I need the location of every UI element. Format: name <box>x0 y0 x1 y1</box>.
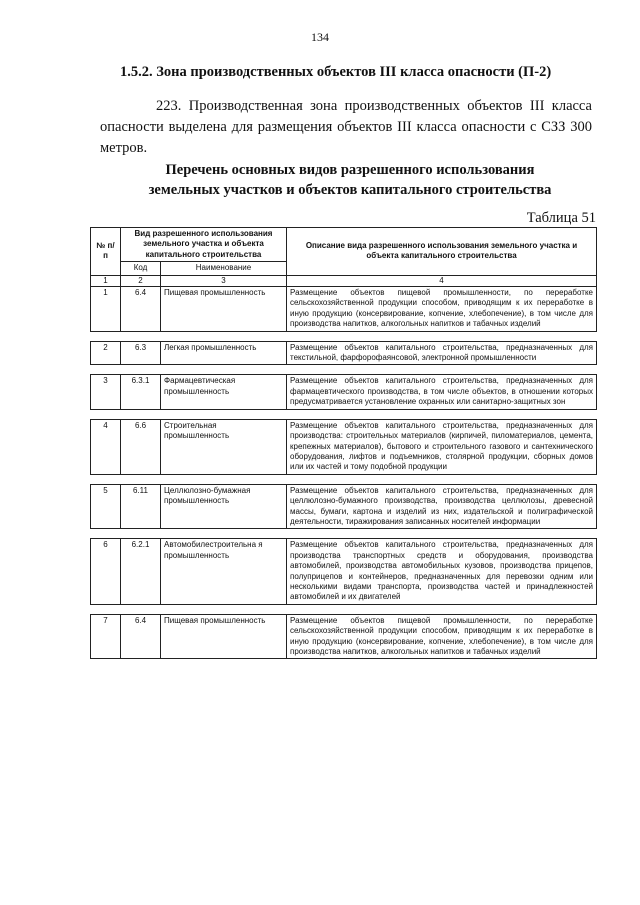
row-description: Размещение объектов пищевой промышленности, по переработке сельскохозяйственной продукции способом, приводящим к их переработке в иную продукцию (консервирование, копчение, хлебопечение), в том числе для производства напитков, алкогольных напитков и табачных изделий <box>287 614 597 659</box>
row-spacer-cell <box>91 529 597 539</box>
index-cell: 1 <box>91 275 121 286</box>
land-use-table <box>90 227 597 659</box>
page-number: 134 <box>311 30 329 44</box>
row-num: 7 <box>91 614 121 659</box>
table-row <box>91 341 597 365</box>
table-caption: Таблица 51 <box>526 210 596 226</box>
row-description: Размещение объектов капитального строительства, предназначенных для производства транспортных средств и оборудования, производства автомобилей, производства автомобильных кузовов, производства прицепов, полуприцепов и контейнеров, предназначенных для перевозки одним или несколькими видами транспорта, производства частей и принадлежностей автомобилей и их двигателей <box>287 539 597 604</box>
list-title <box>100 160 600 200</box>
row-code: 6.2.1 <box>121 539 161 604</box>
list-title-line2: земельных участков и объектов капитального строительства <box>148 182 552 198</box>
index-cell: 2 <box>121 275 161 286</box>
row-num: 5 <box>91 484 121 529</box>
row-name: Автомобилестроительна я промышленность <box>161 539 287 604</box>
row-code: 6.3 <box>121 341 161 365</box>
row-code: 6.4 <box>121 614 161 659</box>
row-num: 3 <box>91 375 121 409</box>
row-spacer <box>91 474 597 484</box>
header-num: № п/п <box>91 228 121 276</box>
row-spacer <box>91 529 597 539</box>
row-spacer-cell <box>91 604 597 614</box>
row-spacer-cell <box>91 331 597 341</box>
row-description: Размещение объектов капитального строительства, предназначенных для производства: строительных материалов (кирпичей, пиломатериалов, цемента, крепежных материалов), бытового и строительного газового и сантехнического оборудования, лифтов и подъемников, столярной продукции, сборных домов или их частей и тому подобной продукции <box>287 419 597 474</box>
row-description: Размещение объектов пищевой промышленности, по переработке сельскохозяйственной продукции способом, приводящим к их переработке в иную продукцию (консервирование, копчение, хлебопечение), в том числе для производства напитков, алкогольных напитков и табачных изделий <box>287 287 597 332</box>
table-row <box>91 419 597 474</box>
row-spacer <box>91 331 597 341</box>
row-spacer <box>91 604 597 614</box>
header-description: Описание вида разрешенного использования земельного участка и объекта капитального строительства <box>287 228 597 276</box>
header-code: Код <box>121 262 161 275</box>
row-name: Строительная промышленность <box>161 419 287 474</box>
row-description: Размещение объектов капитального строительства, предназначенных для целлюлозно-бумажного производства, производства целлюлозы, древесной массы, бумаги, картона и изделий из них, издательской и полиграфической деятельности, тиражирования записанных носителей информации <box>287 484 597 529</box>
row-spacer <box>91 365 597 375</box>
row-name: Целлюлозно-бумажная промышленность <box>161 484 287 529</box>
table-row <box>91 484 597 529</box>
header-kind-group: Вид разрешенного использования земельного участка и объекта капитального строительства <box>121 228 287 262</box>
row-code: 6.6 <box>121 419 161 474</box>
table-index-row <box>91 275 597 286</box>
table-row <box>91 375 597 409</box>
row-name: Фармацевтическая промышленность <box>161 375 287 409</box>
table-row <box>91 539 597 604</box>
table-header-row <box>91 228 597 262</box>
row-num: 1 <box>91 287 121 332</box>
list-title-line1: Перечень основных видов разрешенного использования <box>165 162 535 178</box>
row-name: Пищевая промышленность <box>161 287 287 332</box>
row-num: 4 <box>91 419 121 474</box>
row-spacer-cell <box>91 365 597 375</box>
row-num: 2 <box>91 341 121 365</box>
row-code: 6.11 <box>121 484 161 529</box>
row-num: 6 <box>91 539 121 604</box>
header-name: Наименование <box>161 262 287 275</box>
row-spacer <box>91 409 597 419</box>
paragraph-223: 223. Производственная зона производственных объектов III класса опасности выделена для размещения объектов III класса опасности с СЗЗ 300 метров. <box>100 98 592 156</box>
row-code: 6.4 <box>121 287 161 332</box>
table-row <box>91 614 597 659</box>
row-name: Легкая промышленность <box>161 341 287 365</box>
row-spacer-cell <box>91 409 597 419</box>
row-name: Пищевая промышленность <box>161 614 287 659</box>
index-cell: 3 <box>161 275 287 286</box>
table-body <box>91 275 597 659</box>
row-spacer-cell <box>91 474 597 484</box>
section-title: 1.5.2. Зона производственных объектов III класса опасности (П-2) <box>120 64 552 80</box>
table-row <box>91 287 597 332</box>
row-code: 6.3.1 <box>121 375 161 409</box>
row-description: Размещение объектов капитального строительства, предназначенных для фармацевтического производства, в том числе объектов, в отношении которых предусматривается установление охранных или санитарно-защитных зон <box>287 375 597 409</box>
index-cell: 4 <box>287 275 597 286</box>
row-description: Размещение объектов капитального строительства, предназначенных для текстильной, фарфорофаянсовой, электронной промышленности <box>287 341 597 365</box>
